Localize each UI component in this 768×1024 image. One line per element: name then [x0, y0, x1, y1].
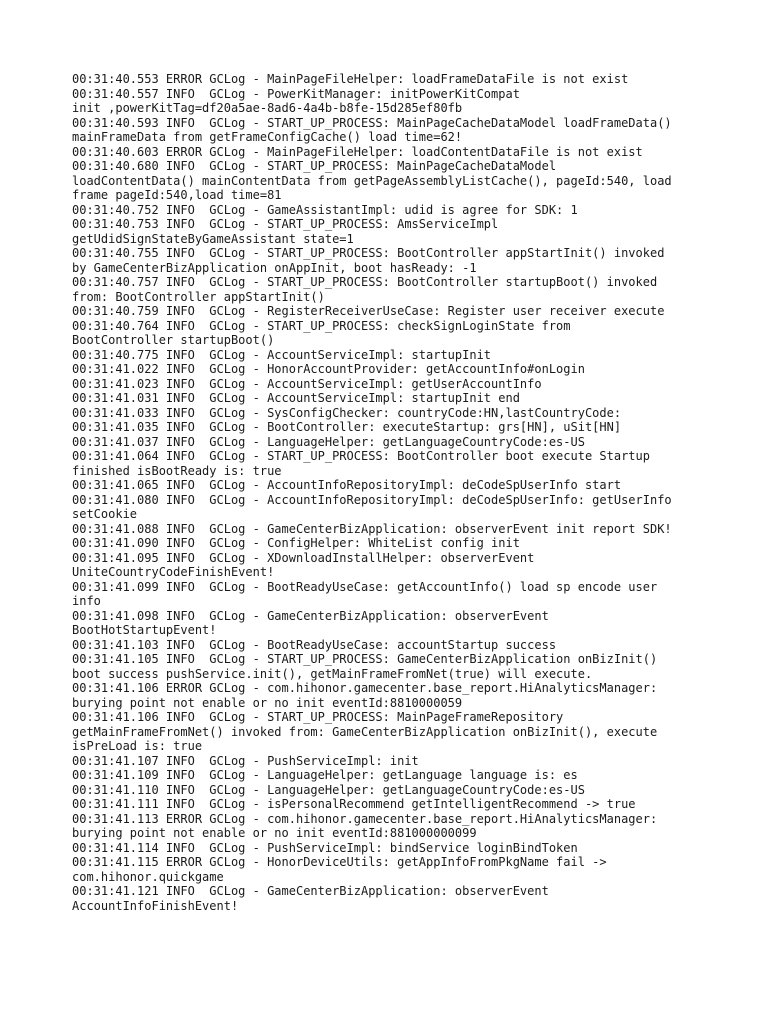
log-line: BootController startupBoot()	[72, 333, 275, 347]
log-line: 00:31:41.088 INFO GCLog - GameCenterBizApplication: observerEvent init report SDK!	[72, 521, 672, 536]
log-line: 00:31:41.106 ERROR GCLog - com.hihonor.gamecenter.base_report.HiAnalyticsManager:	[72, 681, 658, 695]
log-line: burying point not enable or no init eventId:881000000099	[72, 826, 477, 840]
log-line: 00:31:40.557 INFO GCLog - PowerKitManager: initPowerKitCompat	[72, 86, 520, 101]
log-line: frame pageId:540,load time=81	[72, 188, 282, 202]
log-line: 00:31:40.603 ERROR GCLog - MainPageFileHelper: loadContentDataFile is not exist	[72, 144, 643, 159]
log-line: burying point not enable or no init eventId:8810000059	[72, 695, 463, 710]
log-line: 00:31:41.113 ERROR GCLog - com.hihonor.gamecenter.base_report.HiAnalyticsManager:	[72, 811, 658, 826]
log-line: 00:31:41.080 INFO GCLog - AccountInfoRepositoryImpl: deCodeSpUserInfo: getUserInfo	[72, 492, 672, 507]
log-line: com.hihonor.quickgame	[72, 869, 224, 884]
log-line: 00:31:40.757 INFO GCLog - START_UP_PROCESS: BootController startupBoot() invoked	[72, 275, 658, 289]
log-line: 00:31:41.103 INFO GCLog - BootReadyUseCase: accountStartup success	[72, 637, 557, 652]
log-line: loadContentData() mainContentData from getPageAssemblyListCache(), pageId:540, load	[72, 173, 672, 188]
log-line: 00:31:41.105 INFO GCLog - START_UP_PROCESS: GameCenterBizApplication onBizInit()	[72, 652, 658, 666]
log-line: UniteCountryCodeFinishEvent!	[72, 565, 275, 579]
log-line: 00:31:41.090 INFO GCLog - ConfigHelper: WhiteList config init	[72, 536, 520, 550]
log-line: 00:31:40.752 INFO GCLog - GameAssistantImpl: udid is agree for SDK: 1	[72, 202, 578, 217]
log-line: 00:31:40.775 INFO GCLog - AccountServiceImpl: startupInit	[72, 347, 492, 362]
log-line: 00:31:40.593 INFO GCLog - START_UP_PROCESS: MainPageCacheDataModel loadFrameData()	[72, 115, 672, 130]
log-line: 00:31:40.553 ERROR GCLog - MainPageFileHelper: loadFrameDataFile is not exist	[72, 72, 629, 86]
log-line: 00:31:41.099 INFO GCLog - BootReadyUseCase: getAccountInfo() load sp encode user	[72, 579, 658, 594]
log-line: 00:31:41.111 INFO GCLog - isPersonalRecommend getIntelligentRecommend -> true	[72, 797, 636, 811]
log-document	[72, 72, 702, 913]
log-line: getMainFrameFromNet() invoked from: GameCenterBizApplication onBizInit(), execute	[72, 724, 658, 739]
log-line: 00:31:41.115 ERROR GCLog - HonorDeviceUtils: getAppInfoFromPkgName fail ->	[72, 855, 607, 869]
log-line: 00:31:41.121 INFO GCLog - GameCenterBizApplication: observerEvent	[72, 884, 549, 898]
log-line: 00:31:41.110 INFO GCLog - LanguageHelper: getLanguageCountryCode:es-US	[72, 782, 585, 797]
log-line: getUdidSignStateByGameAssistant state=1	[72, 231, 354, 246]
log-line: 00:31:40.764 INFO GCLog - START_UP_PROCESS: checkSignLoginState from	[72, 318, 571, 333]
log-line: 00:31:40.759 INFO GCLog - RegisterReceiverUseCase: Register user receiver execute	[72, 304, 665, 318]
log-line: info	[72, 594, 101, 608]
log-line: 00:31:41.033 INFO GCLog - SysConfigChecker: countryCode:HN,lastCountryCode:	[72, 405, 622, 420]
log-line: finished isBootReady is: true	[72, 463, 282, 478]
log-line: 00:31:40.680 INFO GCLog - START_UP_PROCESS: MainPageCacheDataModel	[72, 159, 557, 173]
log-line: from: BootController appStartInit()	[72, 289, 325, 304]
log-line: 00:31:41.098 INFO GCLog - GameCenterBizApplication: observerEvent	[72, 608, 549, 623]
log-line: 00:31:41.022 INFO GCLog - HonorAccountProvider: getAccountInfo#onLogin	[72, 362, 585, 376]
log-line: 00:31:41.106 INFO GCLog - START_UP_PROCESS: MainPageFrameRepository	[72, 710, 564, 724]
log-line: 00:31:41.035 INFO GCLog - BootController: executeStartup: grs[HN], uSit[HN]	[72, 420, 622, 434]
log-line: 00:31:41.107 INFO GCLog - PushServiceImpl: init	[72, 753, 419, 768]
log-line: mainFrameData from getFrameConfigCache() load time=62!	[72, 130, 463, 144]
log-line: 00:31:41.109 INFO GCLog - LanguageHelper: getLanguage language is: es	[72, 768, 578, 782]
log-line: 00:31:41.031 INFO GCLog - AccountServiceImpl: startupInit end	[72, 391, 520, 405]
log-line: 00:31:41.037 INFO GCLog - LanguageHelper: getLanguageCountryCode:es-US	[72, 434, 585, 449]
log-line: BootHotStartupEvent!	[72, 623, 217, 637]
log-line: 00:31:41.065 INFO GCLog - AccountInfoRepositoryImpl: deCodeSpUserInfo start	[72, 478, 622, 492]
log-line: 00:31:41.064 INFO GCLog - START_UP_PROCESS: BootController boot execute Startup	[72, 449, 650, 463]
log-line: 00:31:40.753 INFO GCLog - START_UP_PROCESS: AmsServiceImpl	[72, 217, 499, 231]
log-line: 00:31:41.023 INFO GCLog - AccountServiceImpl: getUserAccountInfo	[72, 376, 542, 391]
log-line: setCookie	[72, 507, 138, 521]
log-line: AccountInfoFinishEvent!	[72, 898, 239, 913]
log-line: 00:31:41.095 INFO GCLog - XDownloadInstallHelper: observerEvent	[72, 550, 535, 565]
log-line: by GameCenterBizApplication onAppInit, boot hasReady: -1	[72, 260, 477, 275]
log-line: boot success pushService.init(), getMainFrameFromNet(true) will execute.	[72, 666, 593, 681]
log-line: init ,powerKitTag=df20a5ae-8ad6-4a4b-b8fe-15d285ef80fb	[72, 101, 463, 115]
log-line: 00:31:41.114 INFO GCLog - PushServiceImpl: bindService loginBindToken	[72, 840, 578, 855]
log-line: 00:31:40.755 INFO GCLog - START_UP_PROCESS: BootController appStartInit() invoked	[72, 246, 665, 260]
log-line: isPreLoad is: true	[72, 739, 203, 753]
